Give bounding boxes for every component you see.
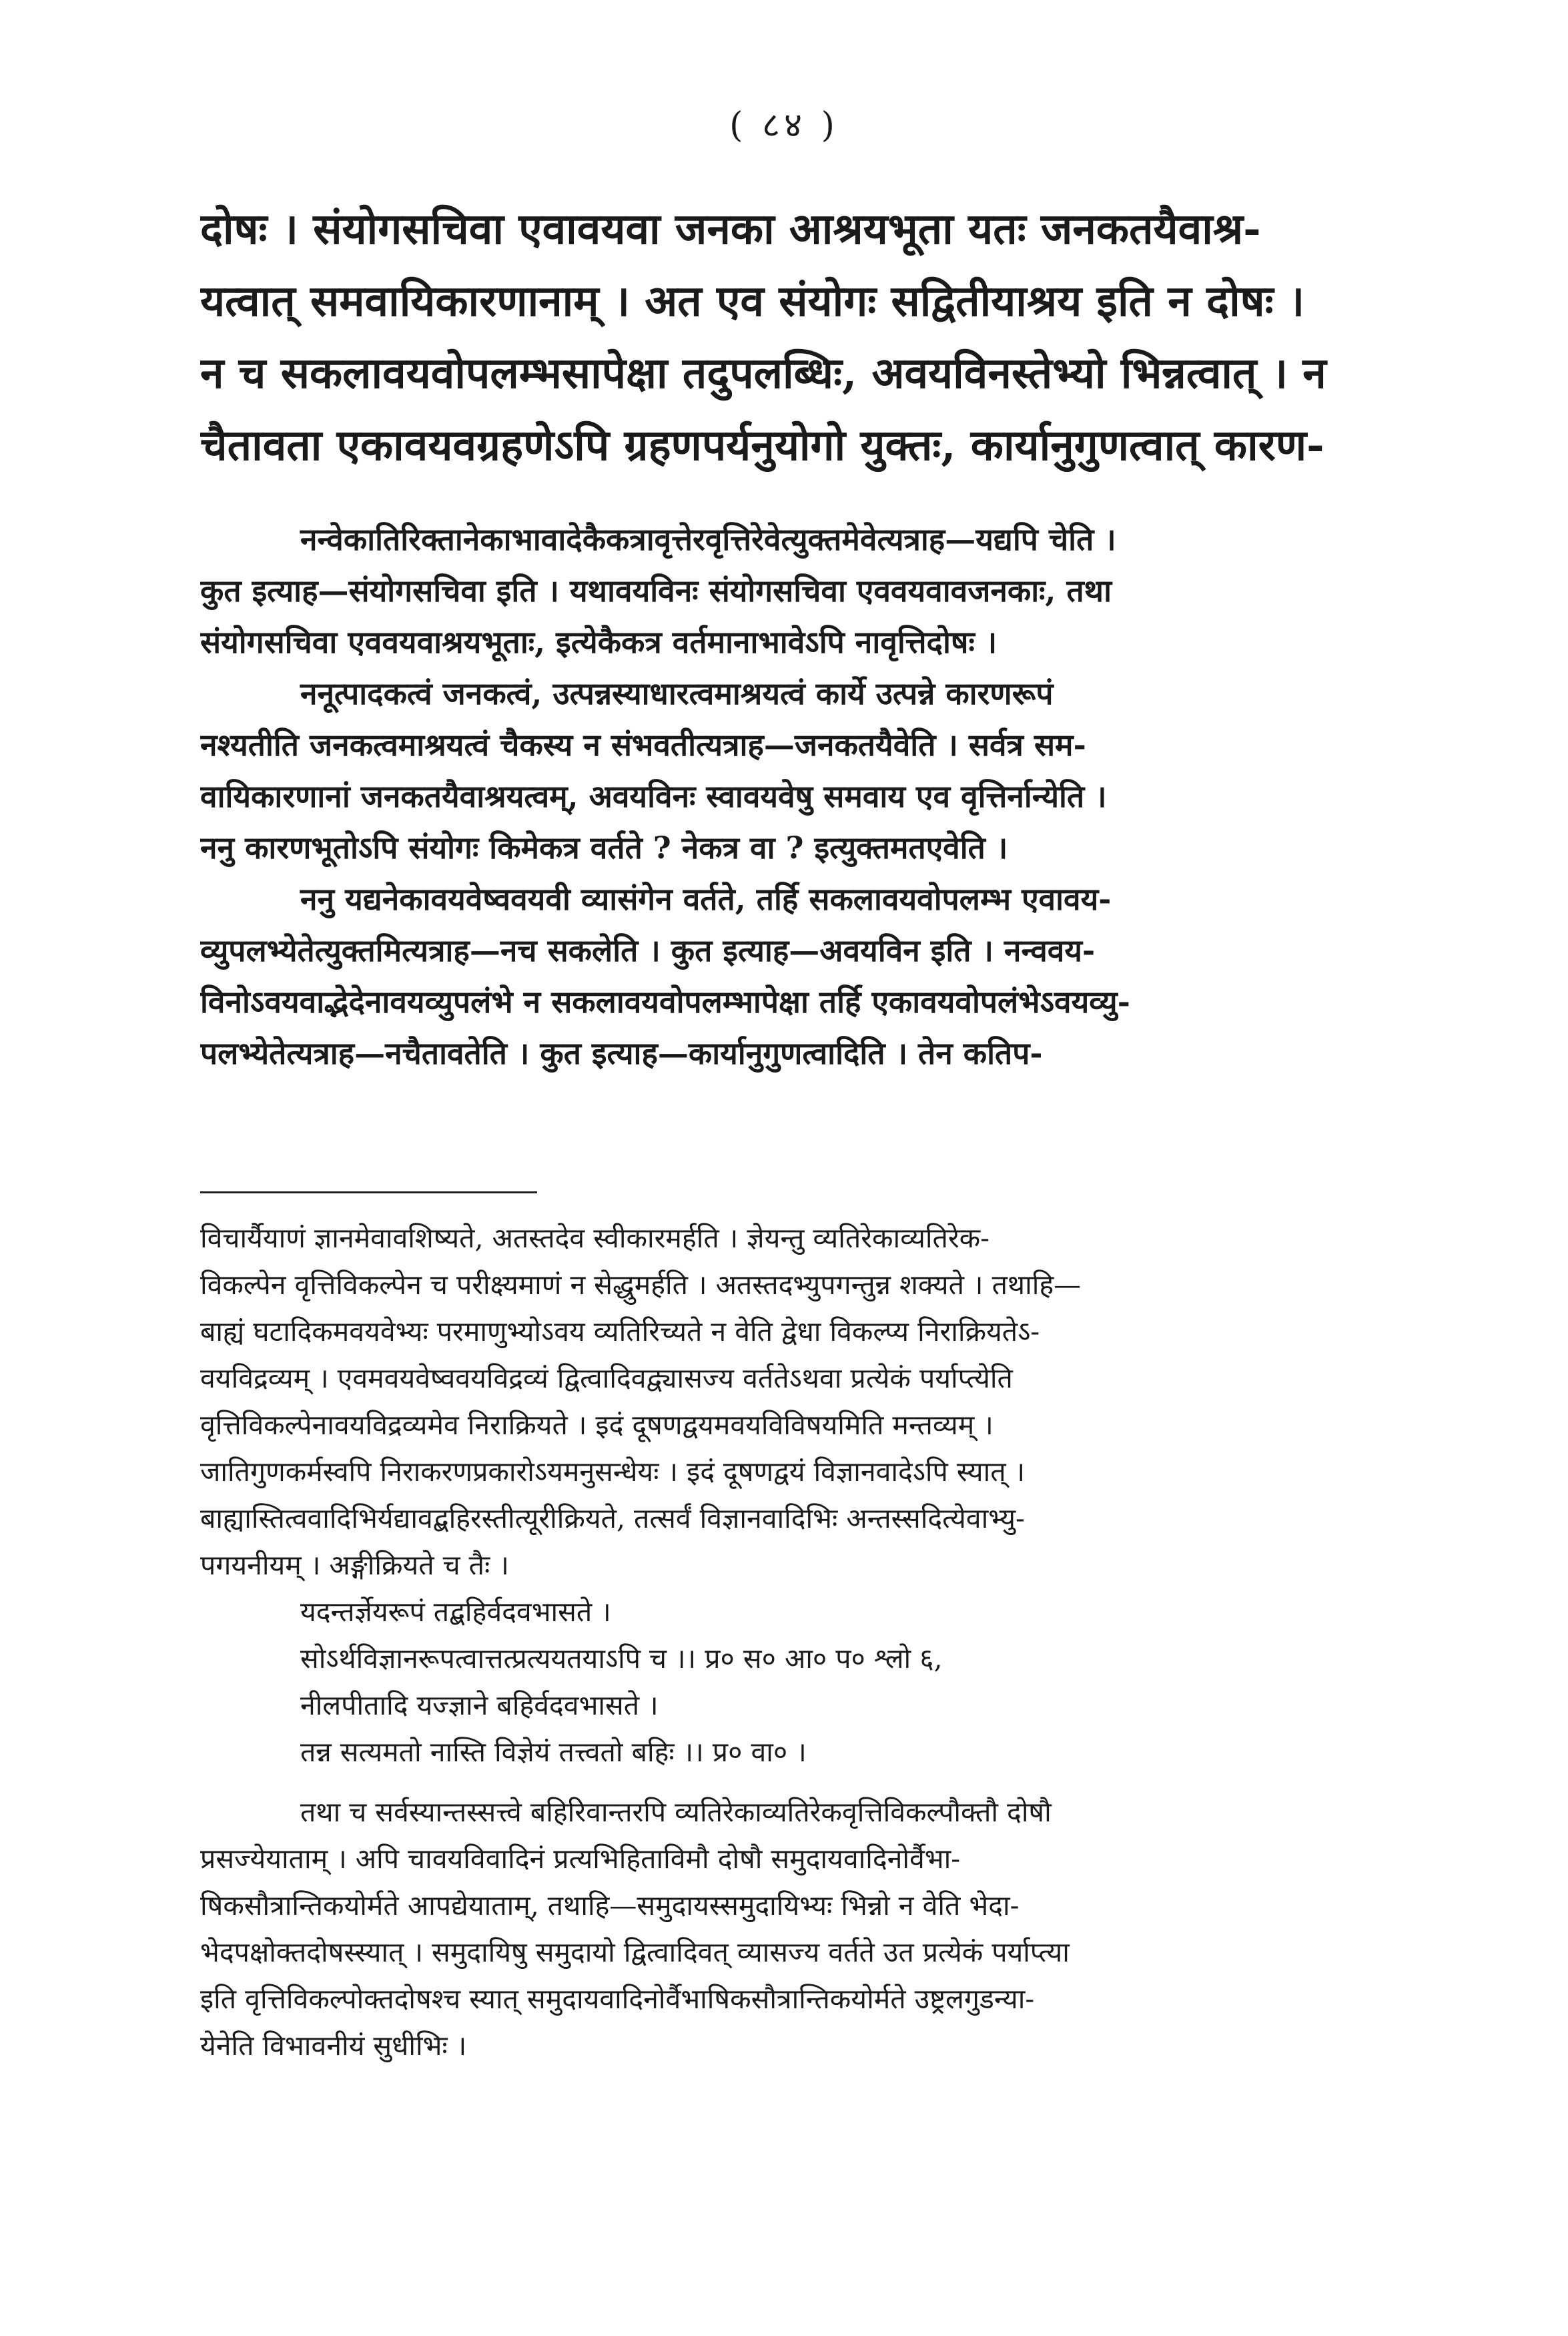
footnote-line: इति वृत्तिविकल्पोक्तदोषश्च स्यात् समुदायवादिनोर्वैभाषिकसौत्रान्तिकयोर्मते उष्ट्रलगुडन्या- xyxy=(200,1983,1035,2015)
main-text-line: यत्वात् समवायिकारणानाम् । अत एव संयोगः सद्वितीयाश्रय इति न दोषः । xyxy=(200,276,1305,326)
commentary-line: नन्वेकातिरिक्तानेकाभावादेकैकत्रावृत्तेरवृत्तिरेवेत्युक्तमेवेत्यत्राह—यद्यपि चेति । xyxy=(300,521,1116,557)
footnote-line: भेदपक्षोक्तदोषस्स्यात् । समुदायिषु समुदायो द्वित्वादिवत् व्यासज्य वर्तते उत प्रत्येकं पर्याप्त्या xyxy=(200,1936,1070,1968)
commentary-line: ननूत्पादकत्वं जनकत्वं, उत्पन्नस्याधारत्वमाश्रयत्वं कार्ये उत्पन्ने कारणरूपं xyxy=(300,675,1054,711)
footnote-line: प्रसज्येयाताम् । अपि चावयविवादिनं प्रत्यभिहिताविमौ दोषौ समुदायवादिनोर्वैभा- xyxy=(200,1843,961,1875)
commentary-line: कुत इत्याह—संयोगसचिवा इति । यथावयविनः संयोगसचिवा एववयवावजनकाः, तथा xyxy=(200,573,1112,609)
footnote-verse-line: यदन्तर्ज्ञेयरूपं तद्बहिर्वदवभासते । xyxy=(300,1596,611,1628)
footnote-divider xyxy=(200,1191,537,1193)
footnote-line: विकल्पेन वृत्तिविकल्पेन च परीक्ष्यमाणं न सेद्धुमर्हति । अतस्तदभ्युपगन्तुन्न शक्यते । तथाहि— xyxy=(200,1269,1082,1301)
commentary-line: विनोऽवयवाद्भेदेनावयव्युपलंभे न सकलावयवोपलम्भापेक्षा तर्हि एकावयवोपलंभेऽवयव्यु- xyxy=(200,984,1130,1020)
main-text-line: दोषः । संयोगसचिवा एवावयवा जनका आश्रयभूता यतः जनकतयैवाश्र- xyxy=(200,204,1261,254)
commentary-block xyxy=(200,514,1428,1079)
footnote-line: विचार्यैयाणं ज्ञानमेवावशिष्यते, अतस्तदेव स्वीकारमर्हति । ज्ञेयन्तु व्यतिरेकाव्यतिरेक- xyxy=(200,1222,990,1254)
footnote-line: बाह्यास्तित्ववादिभिर्यद्यावद्बहिरस्तीत्यूरीक्रियते, तत्सर्वं विज्ञानवादिभिः अन्तस्सदित्येवाभ्यु- xyxy=(200,1502,1025,1534)
footnote-verse-line: तन्न सत्यमतो नास्ति विज्ञेयं तत्त्वतो बहिः ।। प्र० वा० । xyxy=(300,1736,807,1768)
page-number: ( ८४ ) xyxy=(729,105,839,145)
commentary-line: नश्यतीति जनकत्वमाश्रयत्वं चैकस्य न संभवतीत्यत्राह—जनकतयैवेति । सर्वत्र सम- xyxy=(200,727,1086,763)
footnote-block xyxy=(200,1215,1428,2069)
main-text-block xyxy=(200,194,1428,482)
footnote-line: येनेति विभावनीयं सुधीभिः । xyxy=(200,2030,467,2062)
commentary-line: पलभ्येतेत्यत्राह—नचैतावतेति । कुत इत्याह—कार्यानुगुणत्वादिति । तेन कतिप- xyxy=(200,1035,1043,1071)
commentary-line: व्युपलभ्येतेत्युक्तमित्यत्राह—नच सकलेति । कुत इत्याह—अवयविन इति । नन्ववय- xyxy=(200,932,1096,968)
footnote-line: जातिगुणकर्मस्वपि निराकरणप्रकारोऽयमनुसन्धेयः । इदं दूषणद्वयं विज्ञानवादेऽपि स्यात् । xyxy=(200,1456,1026,1488)
footnote-line: वयविद्रव्यम् । एवमवयवेष्ववयविद्रव्यं द्वित्वादिवद्व्यासज्य वर्ततेऽथवा प्रत्येकं पर्याप्त्येति xyxy=(200,1362,1013,1394)
commentary-line: ननु कारणभूतोऽपि संयोगः किमेकत्र वर्तते ? नेकत्र वा ? इत्युक्तमतएवेति । xyxy=(200,830,1008,866)
commentary-line: वायिकारणानां जनकतयैवाश्रयत्वम्, अवयविनः स्वावयवेषु समवाय एव वृत्तिर्नान्येति । xyxy=(200,778,1107,814)
footnote-line: षिकसौत्रान्तिकयोर्मते आपद्येयाताम्, तथाहि—समुदायस्समुदायिभ्यः भिन्नो न वेति भेदा- xyxy=(200,1889,1020,1922)
footnote-line: बाह्यं घटादिकमवयवेभ्यः परमाणुभ्योऽवय व्यतिरिच्यते न वेति द्वेधा विकल्प्य निराक्रियतेऽ- xyxy=(200,1316,1040,1348)
main-text-line: चैतावता एकावयवग्रहणेऽपि ग्रहणपर्यनुयोगो युक्तः, कार्यानुगुणत्वात् कारण- xyxy=(200,420,1324,471)
footnote-verse-line: सोऽर्थविज्ञानरूपत्वात्तत्प्रत्ययतयाऽपि च ।। प्र० स० आ० प० श्लो ६, xyxy=(300,1643,943,1675)
commentary-line: ननु यद्यनेकावयवेष्ववयवी व्यासंगेन वर्तते, तर्हि सकलावयवोपलम्भ एवावय- xyxy=(300,881,1112,917)
footnote-spacer xyxy=(200,1775,1428,1789)
footnote-line: पगयनीयम् । अङ्गीक्रियते च तैः । xyxy=(200,1549,509,1581)
footnote-line: वृत्तिविकल्पेनावयविद्रव्यमेव निराक्रियते । इदं दूषणद्वयमवयविविषयमिति मन्तव्यम् । xyxy=(200,1409,994,1441)
commentary-line: संयोगसचिवा एववयवाश्रयभूताः, इत्येकैकत्र वर्तमानाभावेऽपि नावृत्तिदोषः । xyxy=(200,624,998,660)
main-text-line: न च सकलावयवोपलम्भसापेक्षा तदुपलब्धिः, अवयविनस्तेभ्यो भिन्नत्वात् । न xyxy=(200,348,1326,398)
footnote-verse-line: नीलपीतादि यज्ज्ञाने बहिर्वदवभासते । xyxy=(300,1689,659,1721)
footnote-line: तथा च सर्वस्यान्तस्सत्त्वे बहिरिवान्तरपि व्यतिरेकाव्यतिरेकवृत्तिविकल्पौक्तौ दोषौ xyxy=(300,1796,1052,1828)
